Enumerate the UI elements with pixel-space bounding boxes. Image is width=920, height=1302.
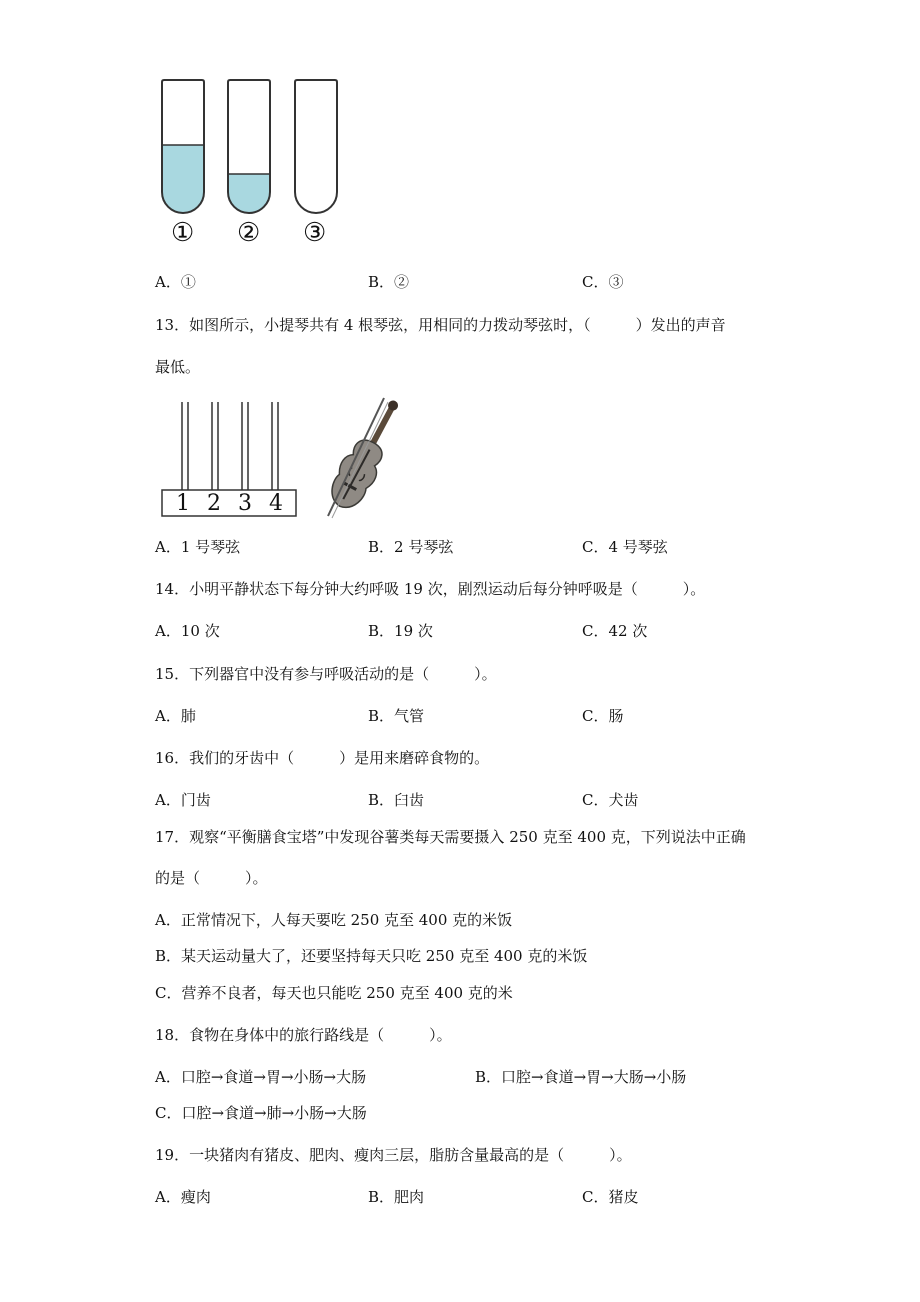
q19-option-c[interactable]: C．猪皮 — [582, 1188, 639, 1206]
q14-option-c[interactable]: C．42 次 — [582, 622, 648, 640]
q15-option-b[interactable]: B．气管 — [368, 707, 425, 725]
test-tube-1 — [162, 80, 204, 213]
q12-option-c[interactable]: C．③ — [582, 273, 624, 291]
q14-option-a[interactable]: A．10 次 — [155, 622, 220, 640]
string-number-3: 3 — [238, 491, 252, 516]
q16-option-a[interactable]: A．门齿 — [155, 791, 211, 809]
test-tube-2 — [228, 80, 270, 213]
q17-question-line2: 的是（ ）。 — [155, 869, 268, 887]
q19-option-a[interactable]: A．瘦肉 — [155, 1188, 211, 1206]
q13-option-a[interactable]: A．1 号琴弦 — [155, 538, 241, 556]
q12-option-a[interactable]: A．① — [155, 273, 196, 291]
q17-option-a[interactable]: A．正常情况下，人每天要吃 250 克至 400 克的米饭 — [155, 911, 513, 929]
q18-option-b[interactable]: B．口腔→食道→胃→大肠→小肠 — [475, 1068, 687, 1086]
q19-question: 19．一块猪肉有猪皮、肥肉、瘦肉三层，脂肪含量最高的是（ ）。 — [155, 1146, 632, 1164]
q14-option-b[interactable]: B．19 次 — [368, 622, 433, 640]
q12-option-b[interactable]: B．② — [368, 273, 410, 291]
q13-question-line2: 最低。 — [155, 358, 201, 376]
q17-option-c[interactable]: C．营养不良者，每天也只能吃 250 克至 400 克的米 — [155, 984, 513, 1002]
q15-option-c[interactable]: C．肠 — [582, 707, 624, 725]
q16-question: 16．我们的牙齿中（ ）是用来磨碎食物的。 — [155, 749, 490, 767]
q15-option-a[interactable]: A．肺 — [155, 707, 196, 725]
q19-option-b[interactable]: B．肥肉 — [368, 1188, 425, 1206]
q17-option-b[interactable]: B．某天运动量大了，还要坚持每天只吃 250 克至 400 克的米饭 — [155, 947, 588, 965]
string-number-1: 1 — [176, 491, 190, 516]
q15-question: 15．下列器官中没有参与呼吸活动的是（ ）。 — [155, 665, 497, 683]
tube-label-1: ① — [171, 218, 195, 248]
string-number-4: 4 — [269, 491, 283, 516]
tube-label-3: ③ — [303, 218, 327, 248]
q17-question-line1: 17．观察“平衡膳食宝塔”中发现谷薯类每天需要摄入 250 克至 400 克，下列说法中正确 — [155, 828, 746, 846]
q13-option-b[interactable]: B．2 号琴弦 — [368, 538, 454, 556]
string-number-2: 2 — [207, 491, 221, 516]
tube-label-2: ② — [237, 218, 261, 248]
violin-illustration — [318, 392, 398, 522]
q13-question-line1: 13．如图所示，小提琴共有 4 根琴弦，用相同的力拨动琴弦时，（ ）发出的声音 — [155, 316, 726, 334]
test-tube-3 — [295, 80, 337, 213]
q14-question: 14．小明平静状态下每分钟大约呼吸 19 次，剧烈运动后每分钟呼吸是（ ）。 — [155, 580, 706, 598]
q18-option-c[interactable]: C．口腔→食道→肺→小肠→大肠 — [155, 1104, 367, 1122]
q18-question: 18．食物在身体中的旅行路线是（ ）。 — [155, 1026, 452, 1044]
q13-option-c[interactable]: C．4 号琴弦 — [582, 538, 668, 556]
q16-option-b[interactable]: B．臼齿 — [368, 791, 425, 809]
q18-option-a[interactable]: A．口腔→食道→胃→小肠→大肠 — [155, 1068, 367, 1086]
q16-option-c[interactable]: C．犬齿 — [582, 791, 639, 809]
